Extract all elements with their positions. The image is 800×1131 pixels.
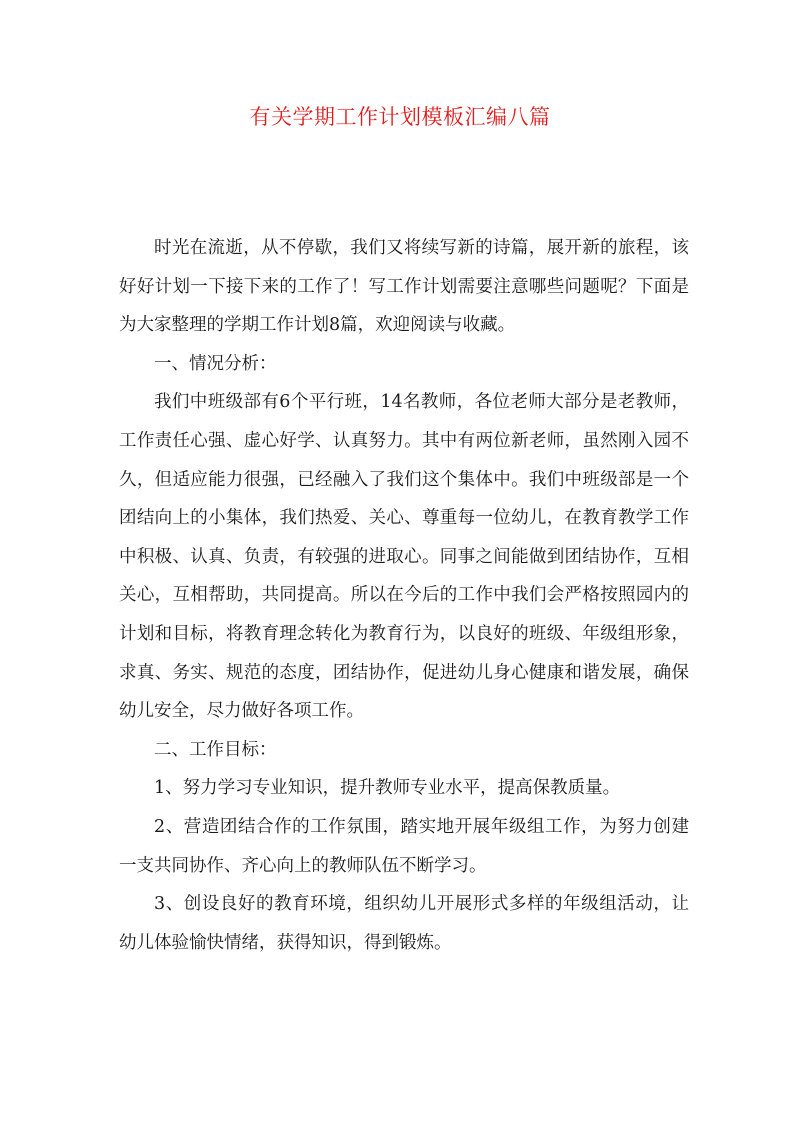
goal-item-2: 2、营造团结合作的工作氛围，踏实地开展年级组工作，为努力创建一支共同协作、齐心向上的教师队伍不断学习。 — [119, 816, 689, 876]
section-heading-situation: 一、情况分析： — [154, 353, 277, 374]
goal-item-1: 1、努力学习专业知识，提升教师专业水平，提高保教质量。 — [154, 778, 621, 799]
goal-item-3: 3、创设良好的教育环境，组织幼儿开展形式多样的年级组活动，让幼儿体验愉快情绪，获得知识，得到锻炼。 — [119, 894, 689, 953]
situation-paragraph: 我们中班级部有6个平行班，14名教师，各位老师大部分是老教师，工作责任心强、虚心好学、认真努力。其中有两位新老师，虽然刚入园不久，但适应能力很强，已经融入了我们这个集体中。我们中班级部是一个团结向上的小集体，我们热爱、关心、尊重每一位幼儿，在教育教学工作中积极、认真、负责，有较强的进取心。同事之间能做到团结协作，互相关心，互相帮助，共同提高。所以在今后的工作中我们会严格按照园内的计划和目标，将教育理念转化为教育行为，以良好的班级、年级组形象，求真、务实、规范的态度，团结协作，促进幼儿身心健康和谐发展，确保幼儿安全，尽力做好各项工作。 — [119, 392, 689, 722]
intro-paragraph: 时光在流逝，从不停歇，我们又将续写新的诗篇，展开新的旅程，该好好计划一下接下来的工作了！写工作计划需要注意哪些问题呢？下面是为大家整理的学期工作计划8篇，欢迎阅读与收藏。 — [119, 238, 689, 336]
document-body — [119, 229, 689, 962]
document-title: 有关学期工作计划模板汇编八篇 — [249, 105, 551, 129]
section-heading-goals: 二、工作目标： — [154, 739, 277, 760]
